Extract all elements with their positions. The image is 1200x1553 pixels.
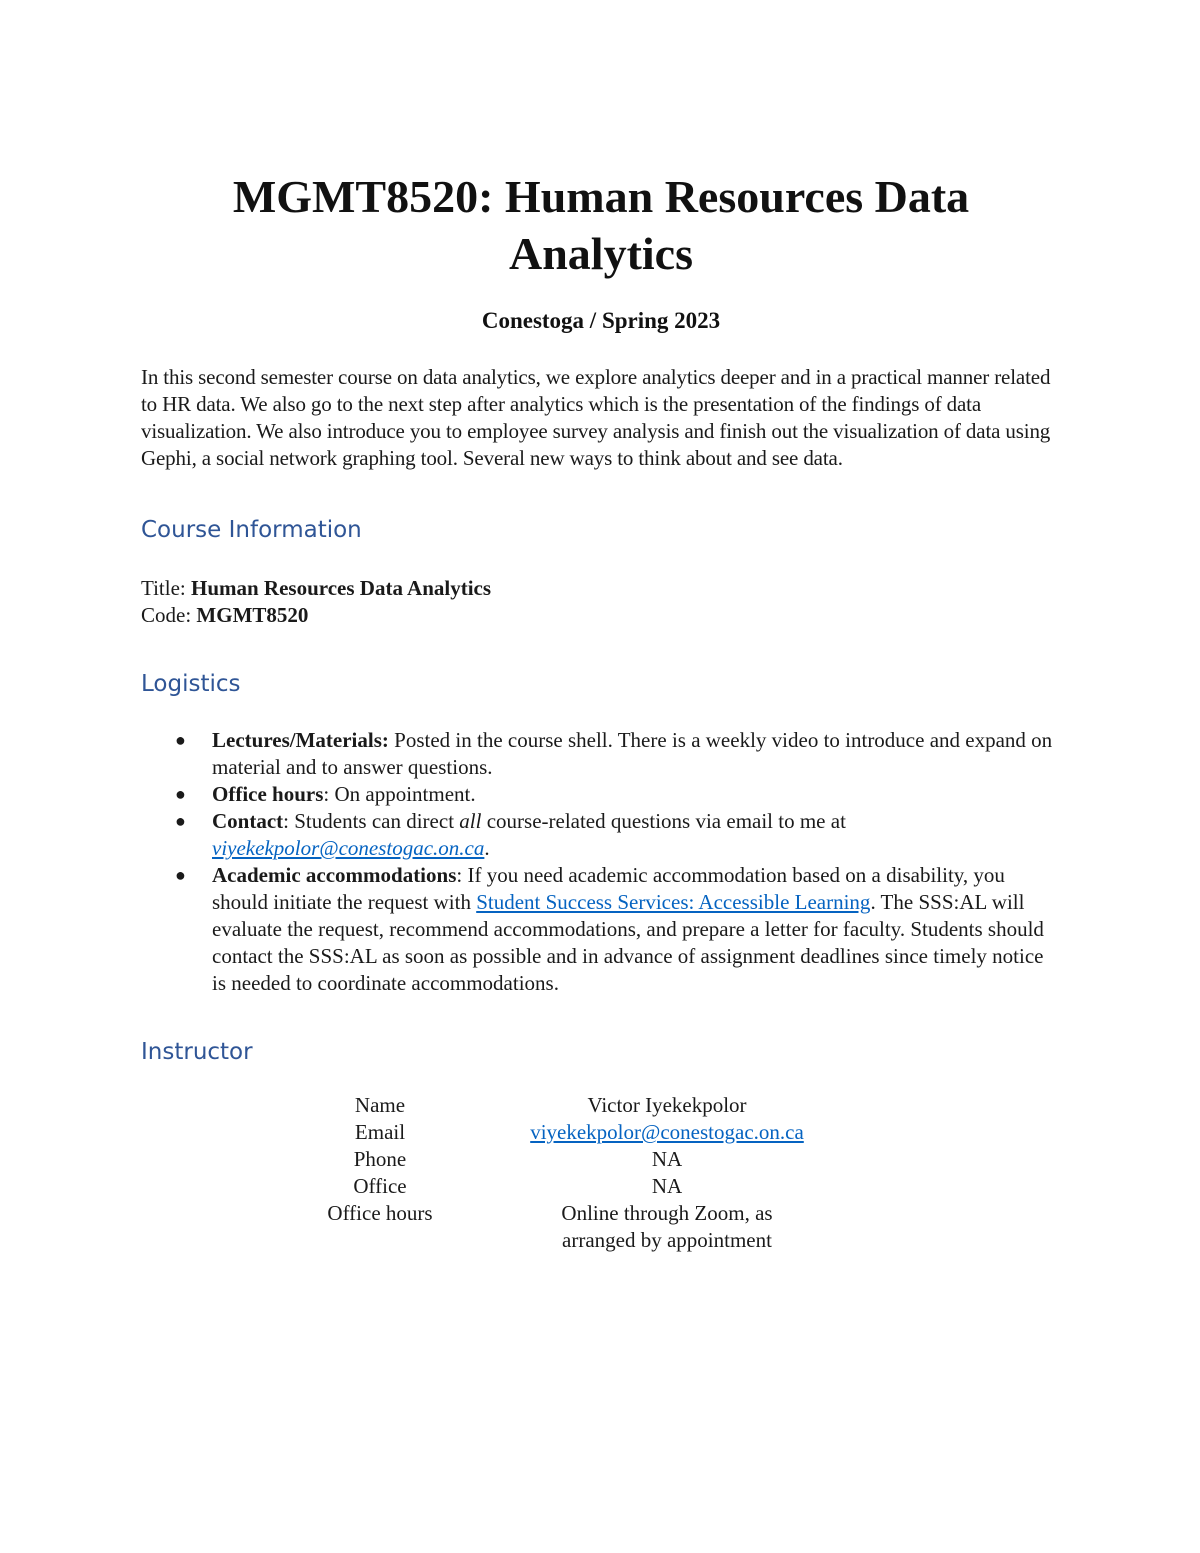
instructor-email-label: Email [354, 1120, 406, 1144]
logistics-item-label: Lectures/Materials: [212, 728, 389, 752]
table-row [141, 1092, 1061, 1119]
logistics-item-lectures [141, 727, 1061, 781]
bullet-icon: ● [175, 811, 186, 831]
logistics-list [141, 727, 1061, 997]
logistics-item-text: : Students can direct [283, 809, 460, 833]
bullet-icon: ● [175, 730, 186, 750]
table-row [141, 1146, 1061, 1173]
logistics-item-label: Contact [212, 809, 284, 833]
document-title [141, 168, 1061, 282]
course-information-heading: Course Information [141, 517, 362, 543]
emphasis-text: all [459, 809, 482, 833]
course-information-block [141, 575, 1061, 629]
logistics-item-accommodations [141, 862, 1061, 997]
instructor-heading: Instructor [141, 1039, 253, 1065]
instructor-name-value: Victor Iyekekpolor [587, 1093, 747, 1117]
logistics-item-contact [141, 808, 1061, 862]
logistics-item-text: . [484, 836, 490, 860]
course-title-line [141, 575, 1061, 602]
instructor-office-hours-value: Online through Zoom, as arranged by appointment [561, 1201, 773, 1252]
instructor-email-link[interactable]: viyekekpolor@conestogac.on.ca [530, 1120, 804, 1144]
logistics-item-office-hours [141, 781, 1061, 808]
logistics-item-label: Office hours [212, 782, 324, 806]
logistics-item-text: Posted in the course shell. There is a weekly video to introduce and expand on material and to answer questions. [212, 728, 1053, 779]
course-title-label: Title: [141, 576, 191, 600]
instructor-office-value: NA [651, 1174, 683, 1198]
course-code-value: MGMT8520 [196, 603, 309, 627]
logistics-heading: Logistics [141, 671, 241, 697]
logistics-item-text: . The SSS:AL will evaluate the request, recommend accommodations, and prepare a letter for faculty. Students should contact the SSS:AL as soon as possible and in advance of assignment deadlines since timely notice is needed to coordinate accommodations. [212, 890, 1044, 995]
title-line-2: Analytics [509, 228, 693, 279]
intro-paragraph: In this second semester course on data analytics, we explore analytics deeper and in a practical manner related to HR data. We also go to the next step after analytics which is the presentation of the findings of data visualization. We also introduce you to employee survey analysis and finish out the visualization of data using Gephi, a social network graphing tool. Several new ways to think about and see data. [141, 365, 1051, 470]
document-subtitle: Conestoga / Spring 2023 [481, 308, 721, 333]
instructor-email-cell [480, 1119, 854, 1146]
logistics-item-text: : If you need academic accommodation based on a disability, you should initiate the request with [212, 863, 1005, 914]
instructor-phone-label: Phone [353, 1147, 407, 1171]
table-row [141, 1119, 1061, 1146]
logistics-item-label: Academic accommodations [212, 863, 457, 887]
instructor-phone-value: NA [651, 1147, 683, 1171]
course-title-value: Human Resources Data Analytics [191, 576, 492, 600]
instructor-name-label: Name [354, 1093, 406, 1117]
title-line-1: MGMT8520: Human Resources Data [232, 171, 970, 222]
logistics-item-text: : On appointment. [323, 782, 476, 806]
logistics-item-text: course-related questions via email to me at [481, 809, 846, 833]
instructor-office-hours-label: Office hours [327, 1201, 433, 1225]
table-row [141, 1200, 1061, 1254]
document-page [141, 168, 1061, 1254]
course-code-line [141, 602, 1061, 629]
course-code-label: Code: [141, 603, 197, 627]
bullet-icon: ● [175, 784, 186, 804]
student-success-services-link[interactable]: Student Success Services: Accessible Learning [476, 890, 871, 914]
table-row [141, 1173, 1061, 1200]
instructor-office-label: Office [353, 1174, 407, 1198]
instructor-table [141, 1092, 1061, 1254]
contact-email-link[interactable]: viyekekpolor@conestogac.on.ca [212, 836, 485, 860]
bullet-icon: ● [175, 865, 186, 885]
